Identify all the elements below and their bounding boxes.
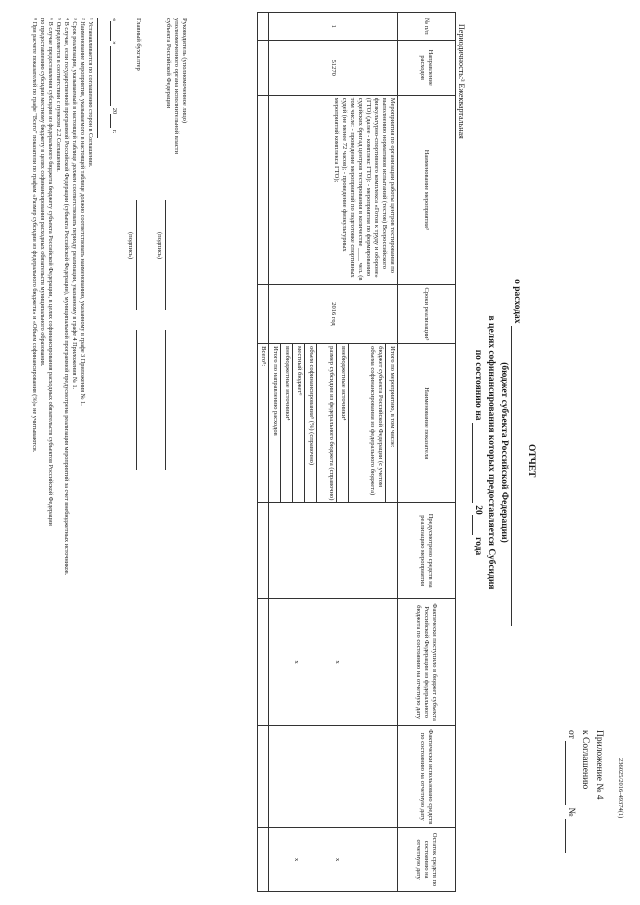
header-remainder: Остаток средств по состоянию на отчетную дату: [398, 828, 456, 892]
row-event: Мероприятия по организации работы центров тестирования по выполнению нормативов испытаний (тестов) Всероссийского физкультурно-спортивного комплекса «Готов к труду и обороне» (ГТО) (далее - комплекс ГТО): - мероприятия по формированию судейских бригад центров тестирования в количестве ____ чел. (в том числе: - проведение мероприятий по подготовке спортивных судей (не менее 72 часов); - проведение физкультурных мероприятий комплекса ГТО);: [269, 95, 398, 284]
table-row: [269, 13, 398, 892]
indicator-local-budget: местный бюджет⁶: [293, 344, 305, 502]
cell-received: [269, 598, 398, 725]
accountant-title: Главный бухгалтер: [135, 18, 142, 71]
indicator-direction-total: Итого по направлению расходов: [272, 346, 279, 436]
report-subject: о расходах: [511, 0, 522, 905]
indicator-extrabudget-2: внебюджетные источники⁴: [281, 344, 293, 502]
footnote-1: ¹ Устанавливается по соглашению сторон в Соглашении.: [87, 18, 94, 168]
report-table: [257, 12, 456, 892]
head-signature-line: [165, 200, 166, 310]
row-direction: 51270: [269, 40, 398, 95]
accountant-signature-line: [136, 200, 137, 310]
mark-x: x: [334, 660, 341, 664]
periodicity: Периодичность:³ Ежеквартальная: [457, 24, 466, 139]
head-title-2: уполномоченного органа исполнительной власти: [173, 18, 180, 155]
table-header-row: [398, 13, 456, 892]
row-term: 2016 год: [269, 284, 398, 343]
footnote-8: ⁸ При расчете показателей по графе "Всего" показатели по графам «Размер субсидии из федерального бюджета» и «Объем софинансирования (%)» не учитываются.: [31, 18, 38, 453]
footnote-divider: [97, 18, 98, 138]
head-title-3: субъекта Российской Федерации: [165, 18, 172, 109]
table-total-row: [258, 13, 269, 892]
header-event: Наименование мероприятия³: [398, 95, 456, 284]
header-direction: Направление расходов: [398, 40, 456, 95]
header-term: Сроки реализации³: [398, 284, 456, 343]
footnote-6-cont: по предоставлению субсидии местному бюджету в целях софинансирования расходных обязательств муниципального образования.: [39, 18, 46, 367]
indicator-list: [269, 344, 397, 502]
footnote-3: ³ Срок реализации, указываемый в настоящей таблице должен соответствовать периоду реализации, указанному в графе 4 Приложения № 1.: [71, 18, 78, 390]
indicator-cell: [269, 344, 398, 503]
header-received: Фактически поступило в бюджет субъекта Российской Федерации из федерального бюджета по состоянию на отчетную дату: [398, 598, 456, 725]
report-date: по состоянию на 20 года: [473, 349, 483, 556]
report-purpose: в целях софинансирования которых предоставляется Субсидия: [486, 315, 496, 590]
signature-date: « » 20 г.: [111, 18, 118, 134]
accountant-signature-caption: (подпись): [127, 232, 134, 259]
head-signature-caption: (подпись): [156, 232, 163, 259]
header-number: № п/п: [398, 13, 456, 41]
agreement-ref: к Соглашению: [580, 730, 590, 790]
head-title-1: Руководитель (уполномоченное лицо): [181, 18, 188, 124]
document-id: 236025/2016-49374(1): [617, 758, 624, 819]
accountant-name-line: [136, 330, 137, 470]
header-used: Фактически использовано средств по состоянию на отчетную дату: [398, 726, 456, 828]
indicator-extrabudget: внебюджетные источники⁴: [337, 344, 349, 502]
report-budget: (бюджет субъекта Российской Федерации): [499, 362, 509, 543]
footnote-5: ⁵ Определяется в соответствии с пунктом 2.2 Соглашения.: [55, 18, 62, 172]
report-title: ОТЧЕТ: [526, 444, 536, 478]
head-name-line: [165, 330, 166, 470]
cell-used: [269, 726, 398, 828]
mark-x: x: [334, 857, 341, 862]
appendix-number: Приложение № 4: [594, 730, 604, 800]
header-planned: Предусмотрено средств на реализацию мероприятия: [398, 503, 456, 599]
row-number: 1: [269, 13, 398, 41]
footnote-2: ² Наименование мероприятия, указываемого в настоящей таблице должно соответствовать наименованию, указанному в графе 3 Приложения № 1.: [79, 18, 86, 406]
header-indicator: Наименование показателя: [398, 344, 456, 503]
cell-planned: [269, 503, 398, 599]
indicator-total: Итого по мероприятию, в том числе:: [386, 344, 398, 502]
indicator-regional-budget: бюджет субъекта Российской Федерации (с учетом объема софинансирования из федерального бюджета): [349, 344, 386, 502]
indicator-subsidy: размер субсидии из федерального бюджета (справочно): [317, 344, 337, 502]
mark-x: x: [293, 660, 300, 664]
footnote-4: ⁴ В случае, если государственной программой Российской Федерации (субъекта Российской Федерации), муниципальной программой предусмотрена реализация мероприятий за счет внебюджетных источников.: [63, 18, 70, 576]
indicator-grand-total: Всего⁸:: [258, 344, 269, 503]
mark-x: x: [293, 857, 300, 862]
cell-remainder: [269, 828, 398, 892]
indicator-cofinancing: объем софинансирования⁵ (%) (справочно): [305, 344, 317, 502]
agreement-date: от №: [565, 730, 576, 853]
footnote-6: ⁶ В случае предоставления субсидии из федерального бюджета бюджету субъекта Российской Федерации, в целях софинансирования расходных обязательств субъектов Российской Федерации: [47, 18, 54, 526]
